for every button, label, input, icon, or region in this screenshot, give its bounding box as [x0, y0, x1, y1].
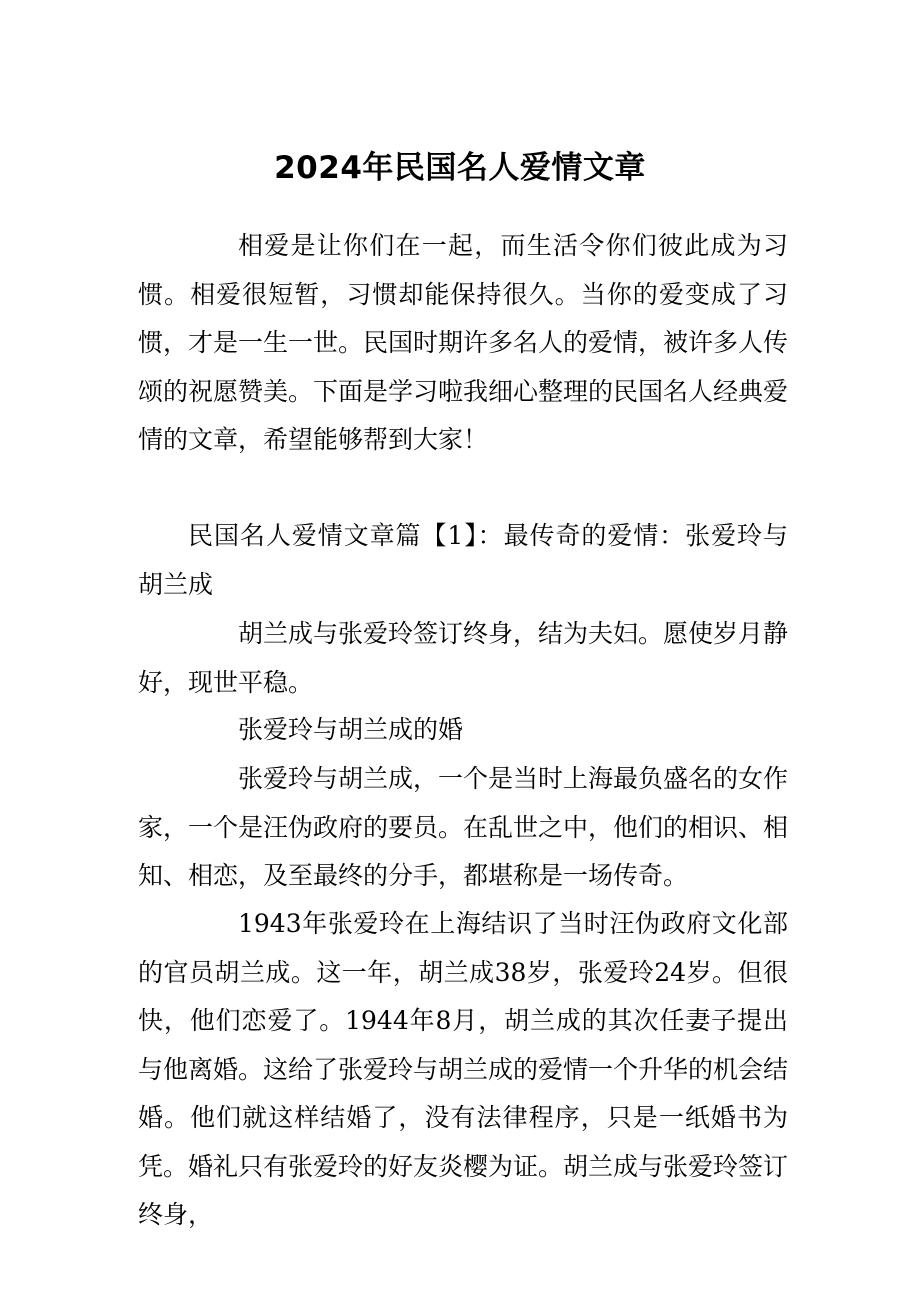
body-paragraph-1: 胡兰成与张爱玲签订终身，结为夫妇。愿使岁月静好，现世平稳。: [138, 619, 789, 697]
intro-paragraph: 相爱是让你们在一起，而生活令你们彼此成为习惯。相爱很短暂，习惯却能保持很久。当你的爱变成了习惯，才是一生一世。民国时期许多名人的爱情，被许多人传颂的祝愿赞美。下面是学习啦我细心整理的民国名人经典爱情的文章，希望能够帮到大家！: [138, 231, 789, 454]
body-paragraph-3: 1943年张爱玲在上海结识了当时汪伪政府文化部的官员胡兰成。这一年，胡兰成38岁，张爱玲24岁。但很快，他们恋爱了。1944年8月，胡兰成的其次任妻子提出与他离婚。这给了张爱玲与胡兰成的爱情一个升华的机会结婚。他们就这样结婚了，没有法律程序，只是一纸婚书为凭。婚礼只有张爱玲的好友炎樱为证。胡兰成与张爱玲签订终身，: [138, 909, 789, 1229]
document-title: 2024年民国名人爱情文章: [274, 150, 646, 186]
section-heading: 民国名人爱情文章篇【1】：最传奇的爱情：张爱玲与胡兰成: [138, 521, 788, 599]
body-paragraph-2: 张爱玲与胡兰成，一个是当时上海最负盛名的女作家，一个是汪伪政府的要员。在乱世之中，他们的相识、相知、相恋，及至最终的分手，都堪称是一场传奇。: [138, 764, 789, 890]
subheading-paragraph: 张爱玲与胡兰成的婚: [238, 715, 464, 744]
